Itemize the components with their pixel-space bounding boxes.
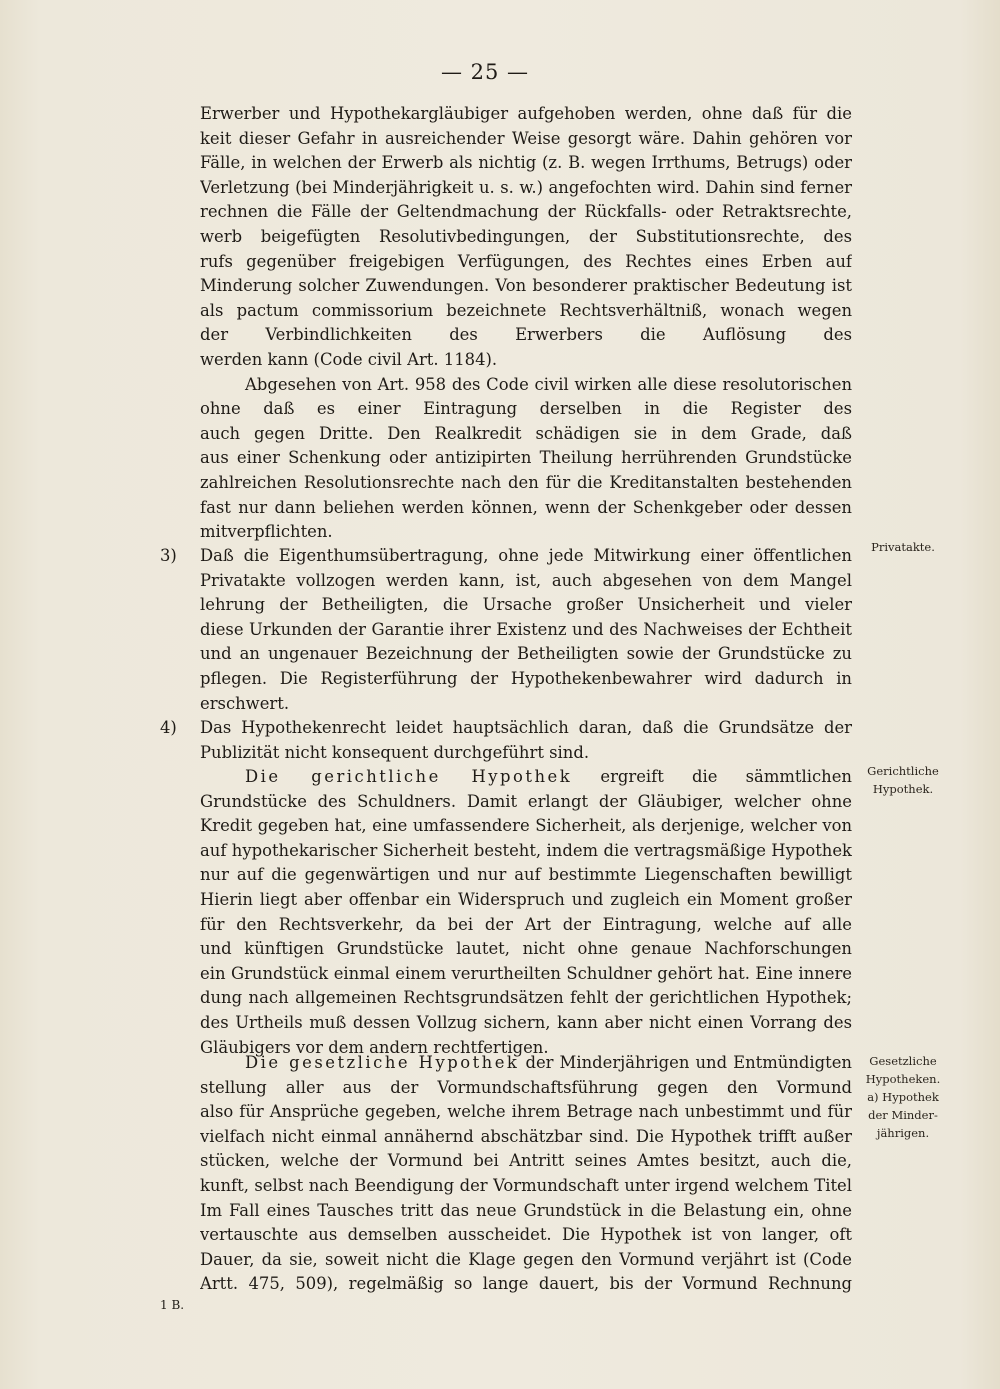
text-line: auf hypothekarischer Sicherheit besteht, indem die vertragsmäßige Hypothek [200,840,852,860]
text-line: und künftigen Grundstücke lautet, nicht ohne genaue Nachforschungen [200,939,852,959]
text-line: Gläubigers vor dem andern rechtfertigen. [200,1037,549,1057]
text-line: aus einer Schenkung oder antizipirten Theilung herrührenden Grundstücke [200,448,852,468]
list-item-text [200,544,852,716]
margin-note-privatakte [858,538,948,556]
margin-note-gesetzliche [858,1052,948,1142]
page-number: — 25 — [440,60,530,84]
text-line: werden kann (Code civil Art. 1184). [200,349,498,369]
text-line: also für Ansprüche gegeben, welche ihrem Betrage nach unbestimmt und für [200,1102,852,1122]
text-line: werb beigefügten Resolutivbedingungen, der Substitutionsrechte, des [200,226,852,246]
text-line: rechnen die Fälle der Geltendmachung der Rückfalls- oder Retraktsrechte, [200,202,852,222]
signature-mark: 1 B. [160,1298,185,1312]
paragraph-abgesehen [200,373,852,545]
text-line: erschwert. [200,693,290,713]
margin-note-text: a) Hypothek [867,1090,939,1104]
text-line: als pactum commissorium bezeichnete Rechtsverhältniß, wonach wegen [200,300,852,320]
margin-note-text: Hypothek. [872,782,934,796]
text-line: dung nach allgemeinen Rechtsgrundsätzen fehlt der gerichtlichen Hypothek; [200,988,852,1008]
text-line: Dauer, da sie, soweit nicht die Klage gegen den Vormund verjährt ist (Code [200,1249,852,1269]
text-line: Minderung solcher Zuwendungen. Von besonderer praktischer Bedeutung ist [200,276,852,296]
text-line: Abgesehen von Art. 958 des Code civil wirken alle diese resolutorischen [245,374,852,394]
text-line: auch gegen Dritte. Den Realkredit schädigen sie in dem Grade, daß [200,423,852,443]
text-line: stellung aller aus der Vormundschaftsführung gegen den Vormund [200,1077,852,1097]
margin-note-text: Hypotheken. [865,1072,941,1086]
text-line: stücken, welche der Vormund bei Antritt seines Amtes besitzt, auch die, [200,1151,852,1171]
text-line: Fälle, in welchen der Erwerb als nichtig (z. B. wegen Irrthums, Betrugs) oder [200,153,852,173]
paragraph-intro [200,102,852,373]
paragraph-gesetzliche-hypothek [200,1051,852,1297]
text-line: Privatakte vollzogen werden kann, ist, auch abgesehen von dem Mangel [200,570,852,590]
list-item-4 [160,716,852,765]
text-line: und an ungenauer Bezeichnung der Betheiligten sowie der Grundstücke zu [200,644,852,664]
paragraph-line-rest: der Minderjährigen und Entmündigten [525,1053,852,1072]
text-line: ein Grundstück einmal einem verurtheilten Schuldner gehört hat. Eine innere [200,963,852,983]
text-line: Hierin liegt aber offenbar ein Widerspruch und zugleich ein Moment großer [200,889,852,909]
list-item-number: 3) [160,546,177,565]
text-line: Erwerber und Hypothekargläubiger aufgehoben werden, ohne daß für die [200,104,852,123]
margin-note-text: Privatakte. [871,540,935,554]
paragraph-gerichtliche-hypothek [200,765,852,1060]
text-line: Kredit gegeben hat, eine umfassendere Sicherheit, als derjenige, welcher von [200,816,852,836]
text-line: vertauschte aus demselben ausscheidet. Die Hypothek ist von langer, oft [200,1225,852,1245]
list-item-text [200,716,852,765]
paragraph-line-rest: ergreift die sämmtlichen [600,767,852,786]
emphasized-term: Die gerichtliche Hypothek [245,767,573,786]
text-line: Im Fall eines Tausches tritt das neue Grundstück in die Belastung ein, ohne [200,1200,852,1220]
text-line: der Verbindlichkeiten des Erwerbers die Auflösung des [200,325,852,345]
text-line: Daß die Eigenthumsübertragung, ohne jede Mitwirkung einer öffentlichen [200,546,852,565]
text-line: zahlreichen Resolutionsrechte nach den für die Kreditanstalten bestehenden [200,472,852,492]
text-line: kunft, selbst nach Beendigung der Vormundschaft unter irgend welchem Titel [200,1175,852,1195]
paragraph-first-line [200,765,852,790]
text-line: Artt. 475, 509), regelmäßig so lange dauert, bis der Vormund Rechnung [200,1274,852,1294]
text-line: keit dieser Gefahr in ausreichender Weise gesorgt wäre. Dahin gehören vor [200,128,852,148]
margin-note-gerichtliche [858,762,948,798]
margin-note-text: Gerichtliche [867,764,939,778]
text-line: des Urtheils muß dessen Vollzug sichern, kann aber nicht einen Vorrang des [200,1012,852,1032]
text-line: Grundstücke des Schuldners. Damit erlangt der Gläubiger, welcher ohne [200,791,852,811]
text-line: pflegen. Die Registerführung der Hypothekenbewahrer wird dadurch in [200,668,852,688]
text-line: Das Hypothekenrecht leidet hauptsächlich daran, daß die Grundsätze der [200,718,852,737]
text-line: diese Urkunden der Garantie ihrer Existenz und des Nachweises der Echtheit [200,619,852,639]
margin-note-text: jährigen. [876,1126,930,1140]
text-line: für den Rechtsverkehr, da bei der Art der Eintragung, welche auf alle [200,914,852,934]
text-line: ohne daß es einer Eintragung derselben in die Register des [200,399,852,419]
margin-note-text: der Minder- [868,1108,938,1122]
text-line: Publizität nicht konsequent durchgeführt sind. [200,742,590,762]
list-item-number: 4) [160,718,177,737]
text-line: fast nur dann beliehen werden können, wenn der Schenkgeber oder dessen [200,497,852,517]
text-line: nur auf die gegenwärtigen und nur auf bestimmte Liegenschaften bewilligt [200,865,852,885]
text-line: vielfach nicht einmal annähernd abschätzbar sind. Die Hypothek trifft außer [200,1126,852,1146]
paragraph-first-line [200,1051,852,1076]
margin-note-text: Gesetzliche [869,1054,937,1068]
text-line: mitverpflichten. [200,522,333,542]
list-item-3 [160,544,852,716]
text-line: rufs gegenüber freigebigen Verfügungen, des Rechtes eines Erben auf [200,251,852,271]
emphasized-term: Die gesetzliche Hypothek [245,1053,520,1072]
text-line: Verletzung (bei Minderjährigkeit u. s. w.) angefochten wird. Dahin sind ferner [200,177,852,197]
text-line: lehrung der Betheiligten, die Ursache großer Unsicherheit und vieler [200,595,852,615]
